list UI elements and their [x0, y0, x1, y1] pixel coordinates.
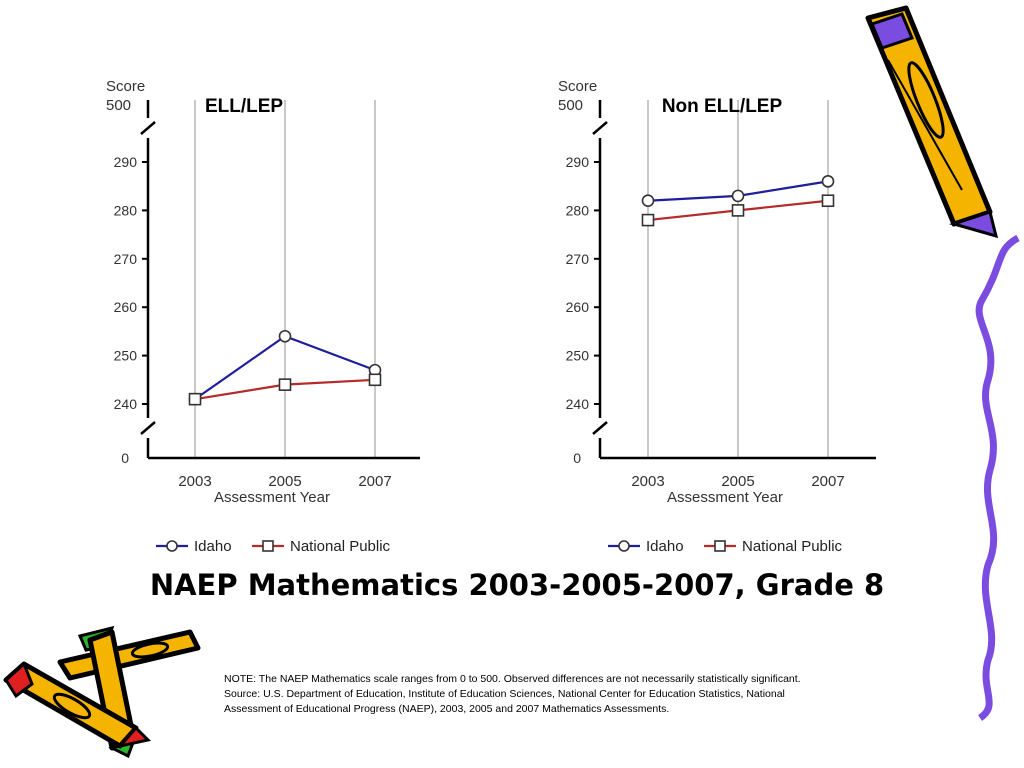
y-zero-label: 0	[121, 450, 129, 466]
y-axis-max-label: 500	[106, 97, 132, 114]
data-point-national-public	[280, 379, 291, 390]
source-note	[224, 672, 824, 717]
x-axis-title: Assessment Year	[667, 489, 783, 506]
x-tick-label: 2005	[268, 473, 302, 490]
chart-ell-lep	[106, 78, 420, 555]
legend-label-national-public: National Public	[290, 538, 391, 555]
x-tick-label: 2003	[631, 473, 665, 490]
x-tick-label: 2007	[358, 473, 392, 490]
squiggle-border-icon	[979, 238, 1018, 718]
y-zero-label: 0	[573, 450, 581, 466]
legend-marker-national-public	[715, 541, 725, 551]
data-point-idaho	[733, 190, 744, 201]
axis-break-mark	[141, 122, 155, 134]
crayon-icon	[6, 628, 198, 756]
data-point-idaho	[643, 195, 654, 206]
legend-label-idaho: Idaho	[194, 538, 232, 555]
y-axis-max-label: 500	[558, 97, 584, 114]
chart-title: Non ELL/LEP	[661, 96, 783, 117]
legend-label-national-public: National Public	[742, 538, 843, 555]
legend-marker-idaho	[167, 541, 177, 551]
axis-break-mark	[593, 122, 607, 134]
axis-break-mark	[141, 422, 155, 434]
chart-non-ell-lep	[558, 78, 876, 555]
y-tick-label: 270	[113, 250, 137, 267]
y-axis-caption: Score	[558, 78, 598, 95]
y-tick-label: 280	[565, 202, 589, 219]
x-tick-label: 2003	[178, 473, 212, 490]
data-point-national-public	[733, 205, 744, 216]
y-tick-label: 250	[565, 347, 589, 364]
y-tick-label: 270	[565, 250, 589, 267]
data-point-national-public	[823, 195, 834, 206]
note-line: Assessment of Educational Progress (NAEP), 2003, 2005 and 2007 Mathematics Assessments.	[224, 703, 670, 715]
note-line: Source: U.S. Department of Education, Institute of Education Sciences, National Center for Education Statistics, National	[224, 688, 785, 700]
y-tick-label: 280	[113, 202, 137, 219]
y-tick-label: 240	[113, 396, 137, 412]
data-point-national-public	[643, 215, 654, 226]
y-axis-caption: Score	[106, 78, 146, 95]
x-axis-title: Assessment Year	[214, 489, 330, 506]
note-line: NOTE: The NAEP Mathematics scale ranges from 0 to 500. Observed differences are not necessarily statistically significant.	[224, 673, 801, 685]
y-tick-label: 250	[113, 347, 137, 364]
y-tick-label: 290	[565, 154, 589, 170]
y-tick-label: 260	[113, 299, 137, 316]
y-tick-label: 260	[565, 299, 589, 316]
legend-marker-idaho	[619, 541, 629, 551]
chart-title: ELL/LEP	[204, 96, 284, 117]
x-tick-label: 2005	[721, 473, 755, 490]
pencil-icon	[868, 8, 996, 236]
y-tick-label: 240	[565, 396, 589, 412]
axis-break-mark	[593, 422, 607, 434]
data-point-national-public	[190, 394, 201, 405]
data-point-national-public	[370, 374, 381, 385]
legend-label-idaho: Idaho	[646, 538, 684, 555]
y-tick-label: 290	[113, 154, 137, 170]
slide-caption: NAEP Mathematics 2003-2005-2007, Grade 8	[149, 568, 885, 602]
data-point-idaho	[280, 331, 291, 342]
legend-marker-national-public	[263, 541, 273, 551]
data-point-idaho	[823, 176, 834, 187]
x-tick-label: 2007	[811, 473, 845, 490]
